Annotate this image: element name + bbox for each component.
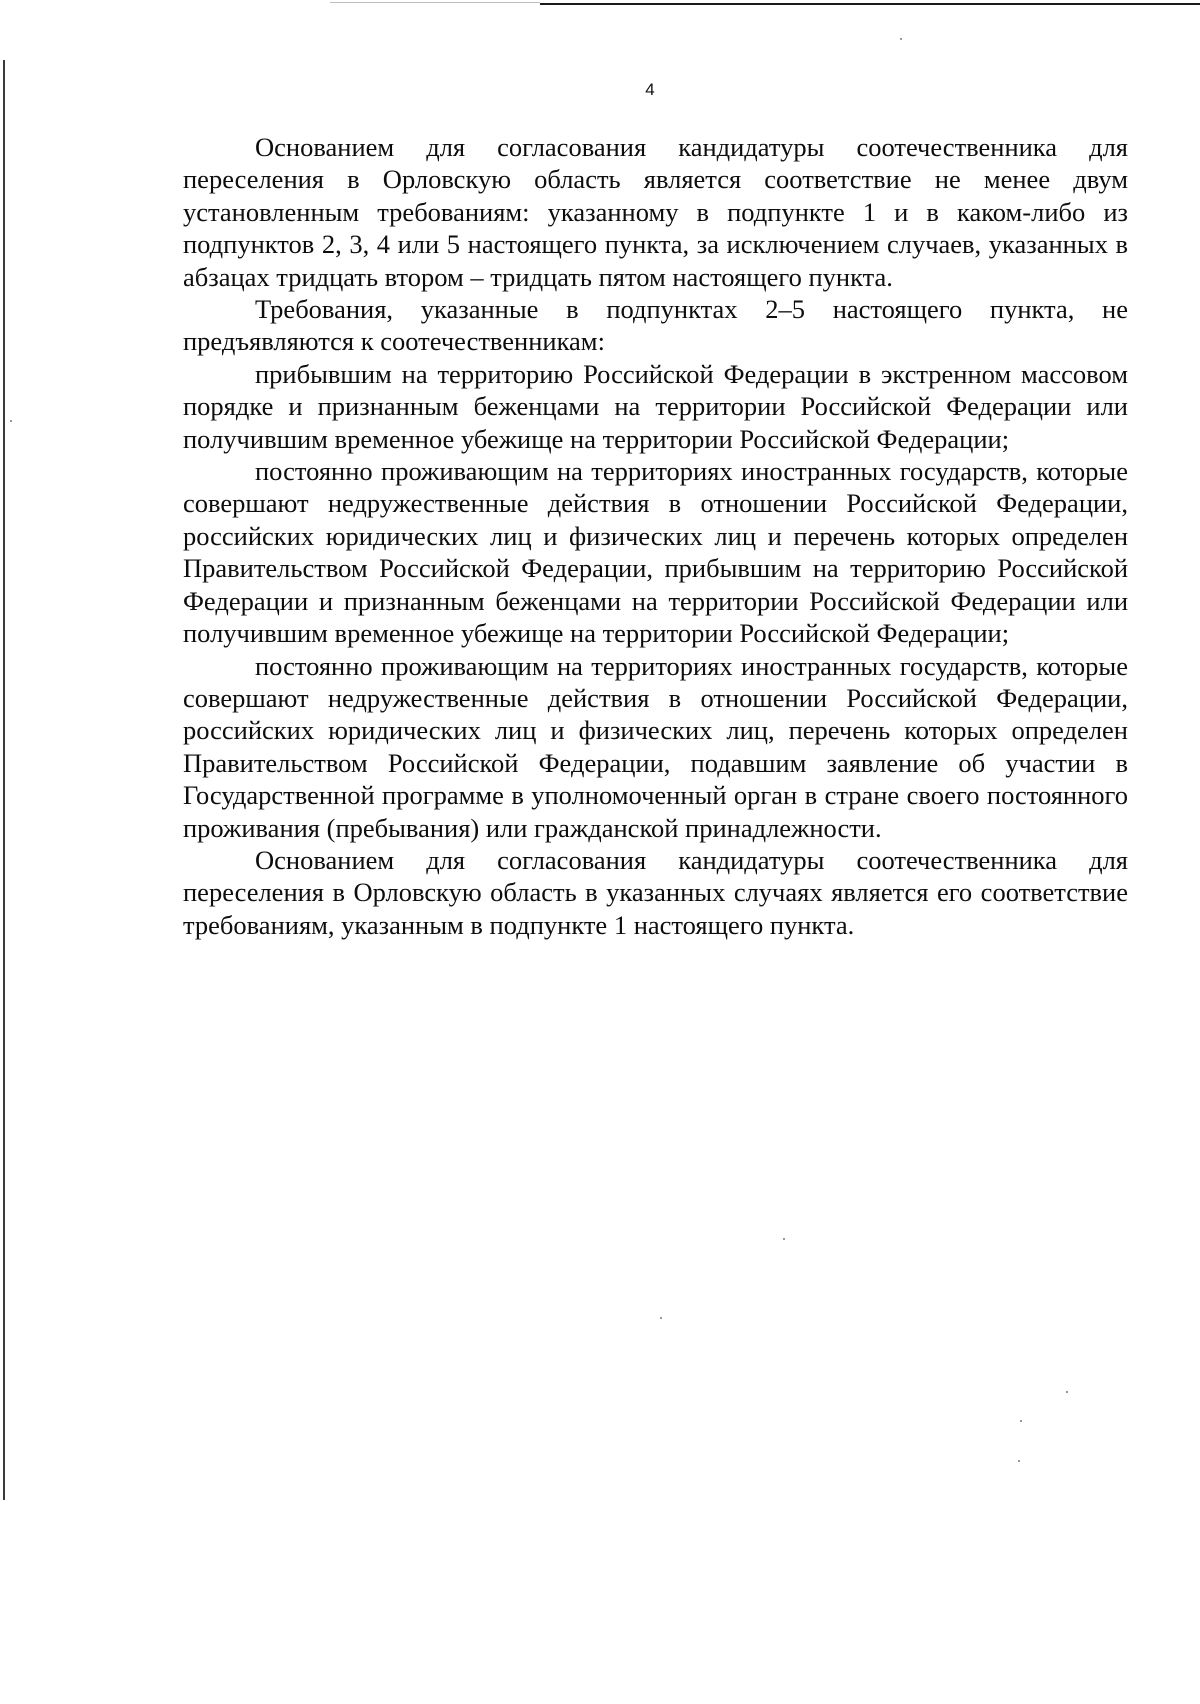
scan-artifact-dot <box>1020 1420 1022 1422</box>
scan-artifact-top-line <box>540 3 1200 5</box>
paragraph: Основанием для согласования кандидатуры соотечественника для переселения в Орловскую область является соответствие не менее двум установленным требованиям: указанному в подпункте 1 и в каком-либо из подпунктов 2, 3, 4 или 5 настоящего пункта, за исключением случаев, указанных в абзацах тридцать втором – тридцать пятом настоящего пункта. <box>183 132 1128 292</box>
body-text <box>183 131 1128 941</box>
scan-artifact-dot <box>1066 1391 1068 1393</box>
scan-artifact-dot <box>900 38 902 40</box>
scan-artifact-top-faint <box>330 2 540 3</box>
paragraph: Требования, указанные в подпунктах 2–5 настоящего пункта, не предъявляются к соотечественникам: <box>183 294 1128 357</box>
scan-artifact-dot <box>10 420 12 422</box>
paragraph: постоянно проживающим на территориях иностранных государств, которые совершают недружественные действия в отношении Российской Федерации, российских юридических лиц и физических лиц, перечень которых определен Правительством Российской Федерации, подавшим заявление об участии в Государственной программе в уполномоченный орган в стране своего постоянного проживания (пребывания) или гражданской принадлежности. <box>183 650 1128 843</box>
paragraph: прибывшим на территорию Российской Федерации в экстренном массовом порядке и признанным беженцами на территории Российской Федерации или получившим временное убежище на территории Российской Федерации; <box>183 358 1128 454</box>
scan-artifact-dot <box>1018 1460 1020 1462</box>
paragraph: Основанием для согласования кандидатуры соотечественника для переселения в Орловскую область в указанных случаях является его соответствие требованиям, указанным в подпункте 1 настоящего пункта. <box>183 844 1128 940</box>
scan-artifact-dot <box>660 1317 662 1319</box>
scan-artifact-dot <box>783 1238 785 1240</box>
paragraph: постоянно проживающим на территориях иностранных государств, которые совершают недружественные действия в отношении Российской Федерации, российских юридических лиц и физических лиц и перечень которых определен Правительством Российской Федерации, прибывшим на территорию Российской Федерации и признанным беженцами на территории Российской Федерации или получившим временное убежище на территории Российской Федерации; <box>183 456 1128 649</box>
scan-artifact-left-line <box>3 60 5 1500</box>
page-number: 4 <box>645 80 655 99</box>
